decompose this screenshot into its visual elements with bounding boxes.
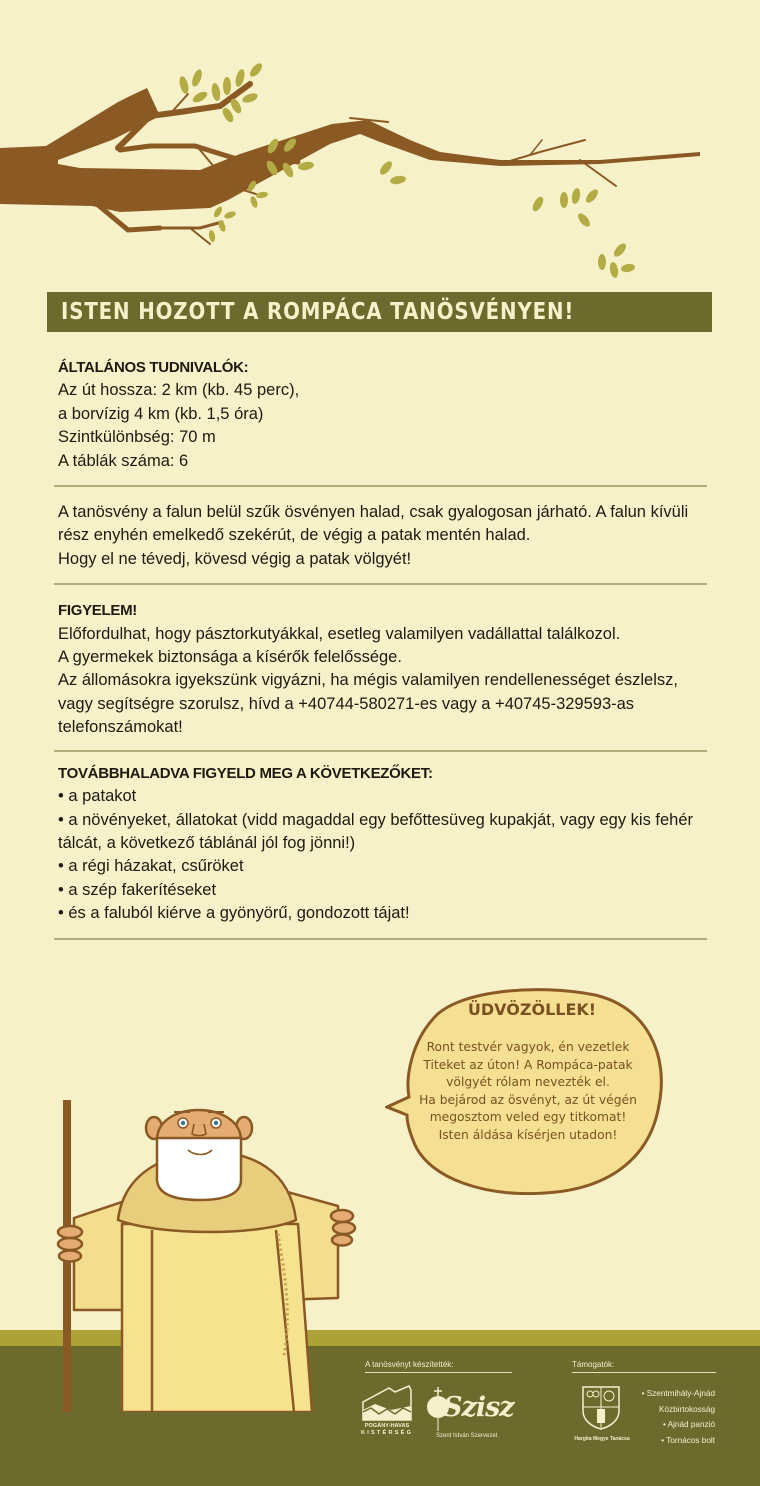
general-info-heading: ÁLTALÁNOS TUDNIVALÓK:: [58, 359, 249, 376]
observe-section: [58, 752, 703, 938]
coat-of-arms-caption: Hargita Megye Tanácsa: [574, 1436, 630, 1442]
list-item: • a régi házakat, csűröket: [58, 855, 703, 878]
title-bar: [47, 292, 712, 332]
page-title: ISTEN HOZOTT A ROMPÁCA TANÖSVÉNYEN!: [61, 299, 575, 325]
coat-of-arms-icon: [581, 1385, 621, 1431]
pogany-havas-logo-text: [361, 1423, 413, 1437]
bubble-line: völgyét rólam nevezték el.: [446, 1075, 610, 1089]
monk-character-illustration: [40, 1060, 380, 1412]
branch-icon: [0, 84, 700, 244]
pogany-havas-subtitle: KISTÉRSÉG: [361, 1430, 414, 1436]
bubble-message: [405, 1039, 651, 1144]
warning-animals: Előfordulhat, hogy pásztorkutyákkal, esetleg valamilyen vadállattal találkozol.: [58, 624, 621, 643]
made-by-label: A tanösvényt készítették:: [365, 1360, 512, 1373]
sponsor-list: [625, 1386, 715, 1448]
route-advice: Hogy el ne tévedj, kövesd végig a patak völgyét!: [58, 549, 412, 568]
sign-count: A táblák száma: 6: [58, 451, 189, 470]
trail-length: Az út hossza: 2 km (kb. 45 perc),: [58, 381, 300, 400]
bubble-line: Titeket az úton! A Rompáca-patak: [423, 1057, 633, 1072]
list-item: • a növényeket, állatokat (vidd magaddal egy befőttesüveg kupakját, vagy egy kis fehér tálcát, a következő táblánál jól fog jönni!): [58, 809, 703, 856]
sponsor-item: • Ajnád panzió: [662, 1420, 715, 1430]
greeting: ÜDVÖZÖLLEK!: [467, 1000, 597, 1019]
bubble-line: Ha bejárod az ösvényt, az út végén: [419, 1092, 637, 1107]
tree-branch-illustration: [0, 0, 760, 280]
route-section: [58, 487, 703, 583]
supporters-section: [572, 1360, 716, 1373]
warning-heading: FIGYELEM!: [58, 602, 137, 620]
list-item: • a patakot: [58, 785, 703, 808]
supporters-label: Támogatók:: [572, 1360, 716, 1373]
observe-list: [58, 785, 703, 925]
szisz-wordmark: Szisz: [443, 1392, 514, 1423]
list-item: • és a faluból kiérve a gyönyörű, gondozott tájat!: [58, 902, 703, 925]
bubble-line: Isten áldása kísérjen utadon!: [438, 1127, 618, 1142]
made-by-section: [365, 1360, 512, 1373]
szisz-caption: Szent István Szervezet: [436, 1433, 498, 1439]
pogany-havas-name: POGÁNY-HAVAS: [364, 1423, 410, 1429]
bubble-line: megosztom veled egy titkomat!: [429, 1110, 627, 1124]
route-description: A tanösvény a falun belül szűk ösvényen halad, csak gyalogosan járható. A falun kívüli rész enyhén emelkedő szekérút, de végig a patak mentén halad.: [58, 503, 689, 545]
observe-heading: TOVÁBBHALADVA FIGYELD MEG A KÖVETKEZŐKET:: [58, 764, 433, 782]
warning-section: [58, 585, 703, 749]
info-content: [58, 356, 703, 940]
bubble-line: Ront testvér vagyok, én vezetlek: [426, 1040, 630, 1054]
sponsor-item: Közbirtokosság: [659, 1404, 715, 1414]
sponsor-item: • Szentmihály-Ajnád: [641, 1389, 715, 1398]
divider: [54, 938, 707, 940]
warning-children: A gyermekek biztonsága a kísérők felelőssége.: [58, 648, 402, 667]
warning-contact: Az állomásokra igyekszünk vigyázni, ha mégis valamilyen rendellenességet észlelsz, vagy segítségre szorulsz, hívd a +40744-580271-es vagy a +40745-329593-as telefonszámokat!: [58, 671, 678, 737]
sponsor-item: • Tornácos bolt: [661, 1435, 715, 1445]
speech-bubble-text: [405, 1000, 651, 1144]
elevation-difference: Szintkülönbség: 70 m: [58, 428, 216, 447]
general-info-section: [58, 356, 703, 485]
mineral-water-distance: a borvízig 4 km (kb. 1,5 óra): [58, 404, 264, 423]
list-item: • a szép fakerítéseket: [58, 879, 703, 902]
